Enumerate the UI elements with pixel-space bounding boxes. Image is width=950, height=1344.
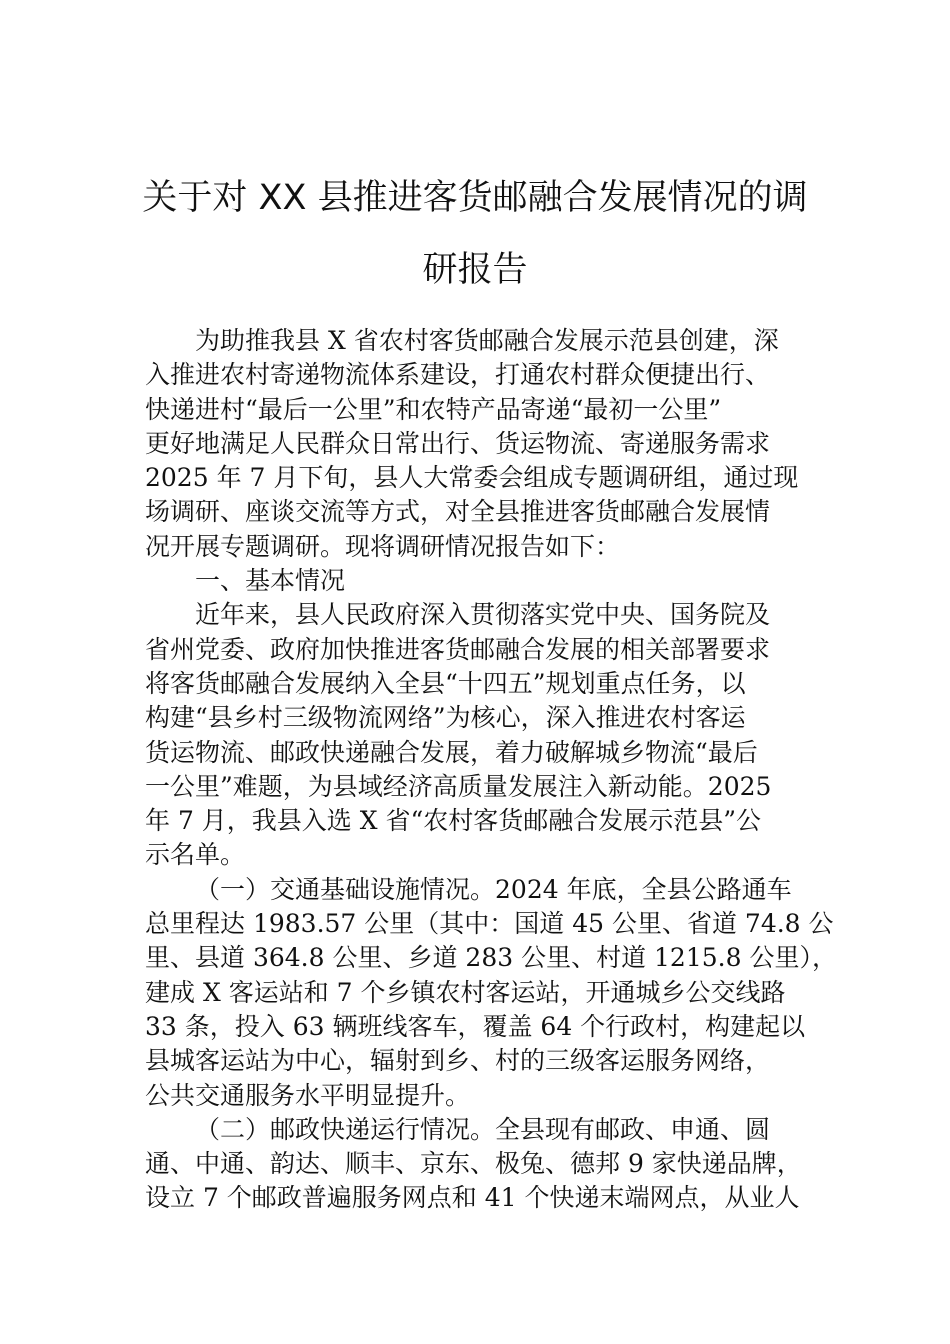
body-line: 入推进农村寄递物流体系建设，打通农村群众便捷出行、: [145, 360, 771, 390]
body-line: 将客货邮融合发展纳入全县“十四五”规划重点任务，以: [145, 668, 746, 698]
body-line: 更好地满足人民群众日常出行、货运物流、寄递服务需求: [145, 428, 771, 458]
body-line: 况开展专题调研。现将调研情况报告如下：: [145, 531, 621, 561]
body-line: 设立 7 个邮政普遍服务网点和 41 个快递末端网点，从业人: [145, 1183, 800, 1213]
report-body: [145, 324, 837, 1216]
body-line: 建成 X 客运站和 7 个乡镇农村客运站，开通城乡公交线路: [145, 977, 786, 1007]
body-line: 33 条，投入 63 辆班线客车，覆盖 64 个行政村，构建起以: [145, 1011, 806, 1041]
body-line: 里、县道 364.8 公里、乡道 283 公里、村道 1215.8 公里），: [145, 943, 837, 973]
body-line: 构建“县乡村三级物流网络”为核心，深入推进农村客运: [145, 703, 746, 733]
body-line: 通、中通、韵达、顺丰、京东、极兔、德邦 9 家快递品牌，: [145, 1149, 802, 1179]
body-line: （二）邮政快递运行情况。全县现有邮政、申通、圆: [195, 1114, 771, 1144]
body-line: 一公里”难题，为县域经济高质量发展注入新动能。2025: [145, 771, 772, 801]
body-line: 省州党委、政府加快推进客货邮融合发展的相关部署要求: [145, 634, 771, 664]
body-line: 货运物流、邮政快递融合发展，着力破解城乡物流“最后: [145, 737, 758, 767]
body-line: 县城客运站为中心，辐射到乡、村的三级客运服务网络，: [145, 1046, 771, 1076]
body-line: 公共交通服务水平明显提升。: [145, 1080, 471, 1110]
page-title: [135, 162, 815, 306]
body-line: 场调研、座谈交流等方式，对全县推进客货邮融合发展情: [145, 497, 771, 527]
title-line-1: 关于对 XX 县推进客货邮融合发展情况的调: [142, 178, 808, 218]
title-line-2: 研报告: [422, 250, 528, 290]
body-line: 示名单。: [145, 840, 246, 870]
body-line: 年 7 月，我县入选 X 省“农村客货邮融合发展示范县”公: [145, 806, 762, 836]
body-line: （一）交通基础设施情况。2024 年底，全县公路通车: [195, 874, 792, 904]
body-line: 一、基本情况: [195, 566, 346, 596]
body-line: 为助推我县 X 省农村客货邮融合发展示范县创建，深: [195, 326, 779, 355]
body-line: 快递进村“最后一公里”和农特产品寄递“最初一公里”: [145, 394, 722, 424]
body-line: 2025 年 7 月下旬，县人大常委会组成专题调研组，通过现: [145, 463, 799, 493]
body-line: 近年来，县人民政府深入贯彻落实党中央、国务院及: [195, 600, 771, 630]
body-line: 总里程达 1983.57 公里（其中：国道 45 公里、省道 74.8 公: [145, 909, 834, 939]
